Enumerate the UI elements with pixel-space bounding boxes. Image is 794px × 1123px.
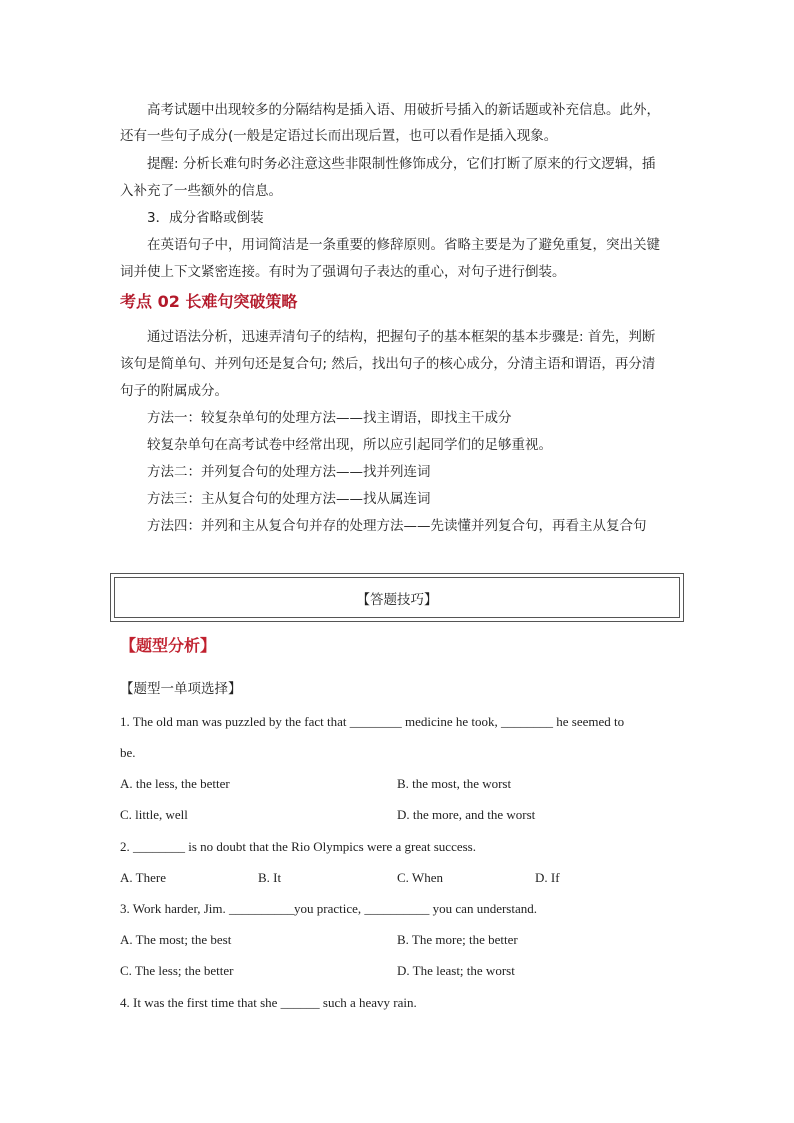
question-stem: be. bbox=[120, 745, 136, 760]
paragraph-line: 入补充了一些额外的信息。 bbox=[120, 183, 282, 199]
section-heading: 考点 02 长难句突破策略 bbox=[120, 292, 298, 311]
paragraph-line: 该句是简单句、并列句还是复合句; 然后，找出句子的核心成分，分清主语和谓语，再分清 bbox=[120, 356, 656, 372]
tips-box-title: 【答题技巧】 bbox=[114, 577, 680, 618]
question-stem: 3. Work harder, Jim. __________you practice, __________ you can understand. bbox=[120, 901, 537, 916]
paragraph-line: 提醒: 分析长难句时务必注意这些非限制性修饰成分，它们打断了原来的行文逻辑，插 bbox=[147, 156, 656, 172]
option-d: D. If bbox=[535, 870, 560, 885]
option-a: A. There bbox=[120, 870, 166, 885]
method-line: 方法一：较复杂单句的处理方法——找主谓语，即找主干成分 bbox=[147, 410, 512, 426]
paragraph-line: 词并使上下文紧密连接。有时为了强调句子表达的重心，对句子进行倒装。 bbox=[120, 264, 566, 280]
option-c: C. little, well bbox=[120, 807, 188, 822]
method-line: 方法四：并列和主从复合句并存的处理方法——先读懂并列复合句，再看主从复合句 bbox=[147, 518, 647, 534]
paragraph-line: 高考试题中出现较多的分隔结构是插入语、用破折号插入的新话题或补充信息。此外， bbox=[147, 102, 660, 118]
option-d: D. the more, and the worst bbox=[397, 807, 536, 822]
paragraph-line: 在英语句子中，用词简洁是一条重要的修辞原则。省略主要是为了避免重复，突出关键 bbox=[147, 237, 660, 253]
paragraph-line: 还有一些句子成分(一般是定语过长而出现后置，也可以看作是插入现象。 bbox=[120, 128, 558, 144]
option-c: C. When bbox=[397, 870, 443, 885]
paragraph-line: 3．成分省略或倒装 bbox=[147, 210, 264, 226]
method-line: 方法三：主从复合句的处理方法——找从属连词 bbox=[147, 491, 431, 507]
option-b: B. the most, the worst bbox=[397, 776, 512, 791]
question-stem: 2. ________ is no doubt that the Rio Olympics were a great success. bbox=[120, 839, 476, 854]
paragraph-line: 通过语法分析，迅速弄清句子的结构，把握句子的基本框架的基本步骤是: 首先，判断 bbox=[147, 329, 656, 345]
subsection-title: 【题型一单项选择】 bbox=[120, 681, 242, 697]
option-b: B. It bbox=[258, 870, 282, 885]
question-stem: 4. It was the first time that she ______ such a heavy rain. bbox=[120, 995, 417, 1010]
method-line: 方法二：并列复合句的处理方法——找并列连词 bbox=[147, 464, 431, 480]
section-title: 【题型分析】 bbox=[120, 636, 217, 655]
method-note: 较复杂单句在高考试卷中经常出现，所以应引起同学们的足够重视。 bbox=[147, 437, 552, 453]
paragraph-line: 句子的附属成分。 bbox=[120, 383, 228, 399]
option-d: D. The least; the worst bbox=[397, 963, 515, 978]
question-stem: 1. The old man was puzzled by the fact that ________ medicine he took, ________ he seemed to bbox=[120, 714, 625, 729]
tips-box bbox=[110, 573, 684, 622]
option-b: B. The more; the better bbox=[397, 932, 518, 947]
option-c: C. The less; the better bbox=[120, 963, 234, 978]
option-a: A. The most; the best bbox=[120, 932, 232, 947]
option-a: A. the less, the better bbox=[120, 776, 230, 791]
